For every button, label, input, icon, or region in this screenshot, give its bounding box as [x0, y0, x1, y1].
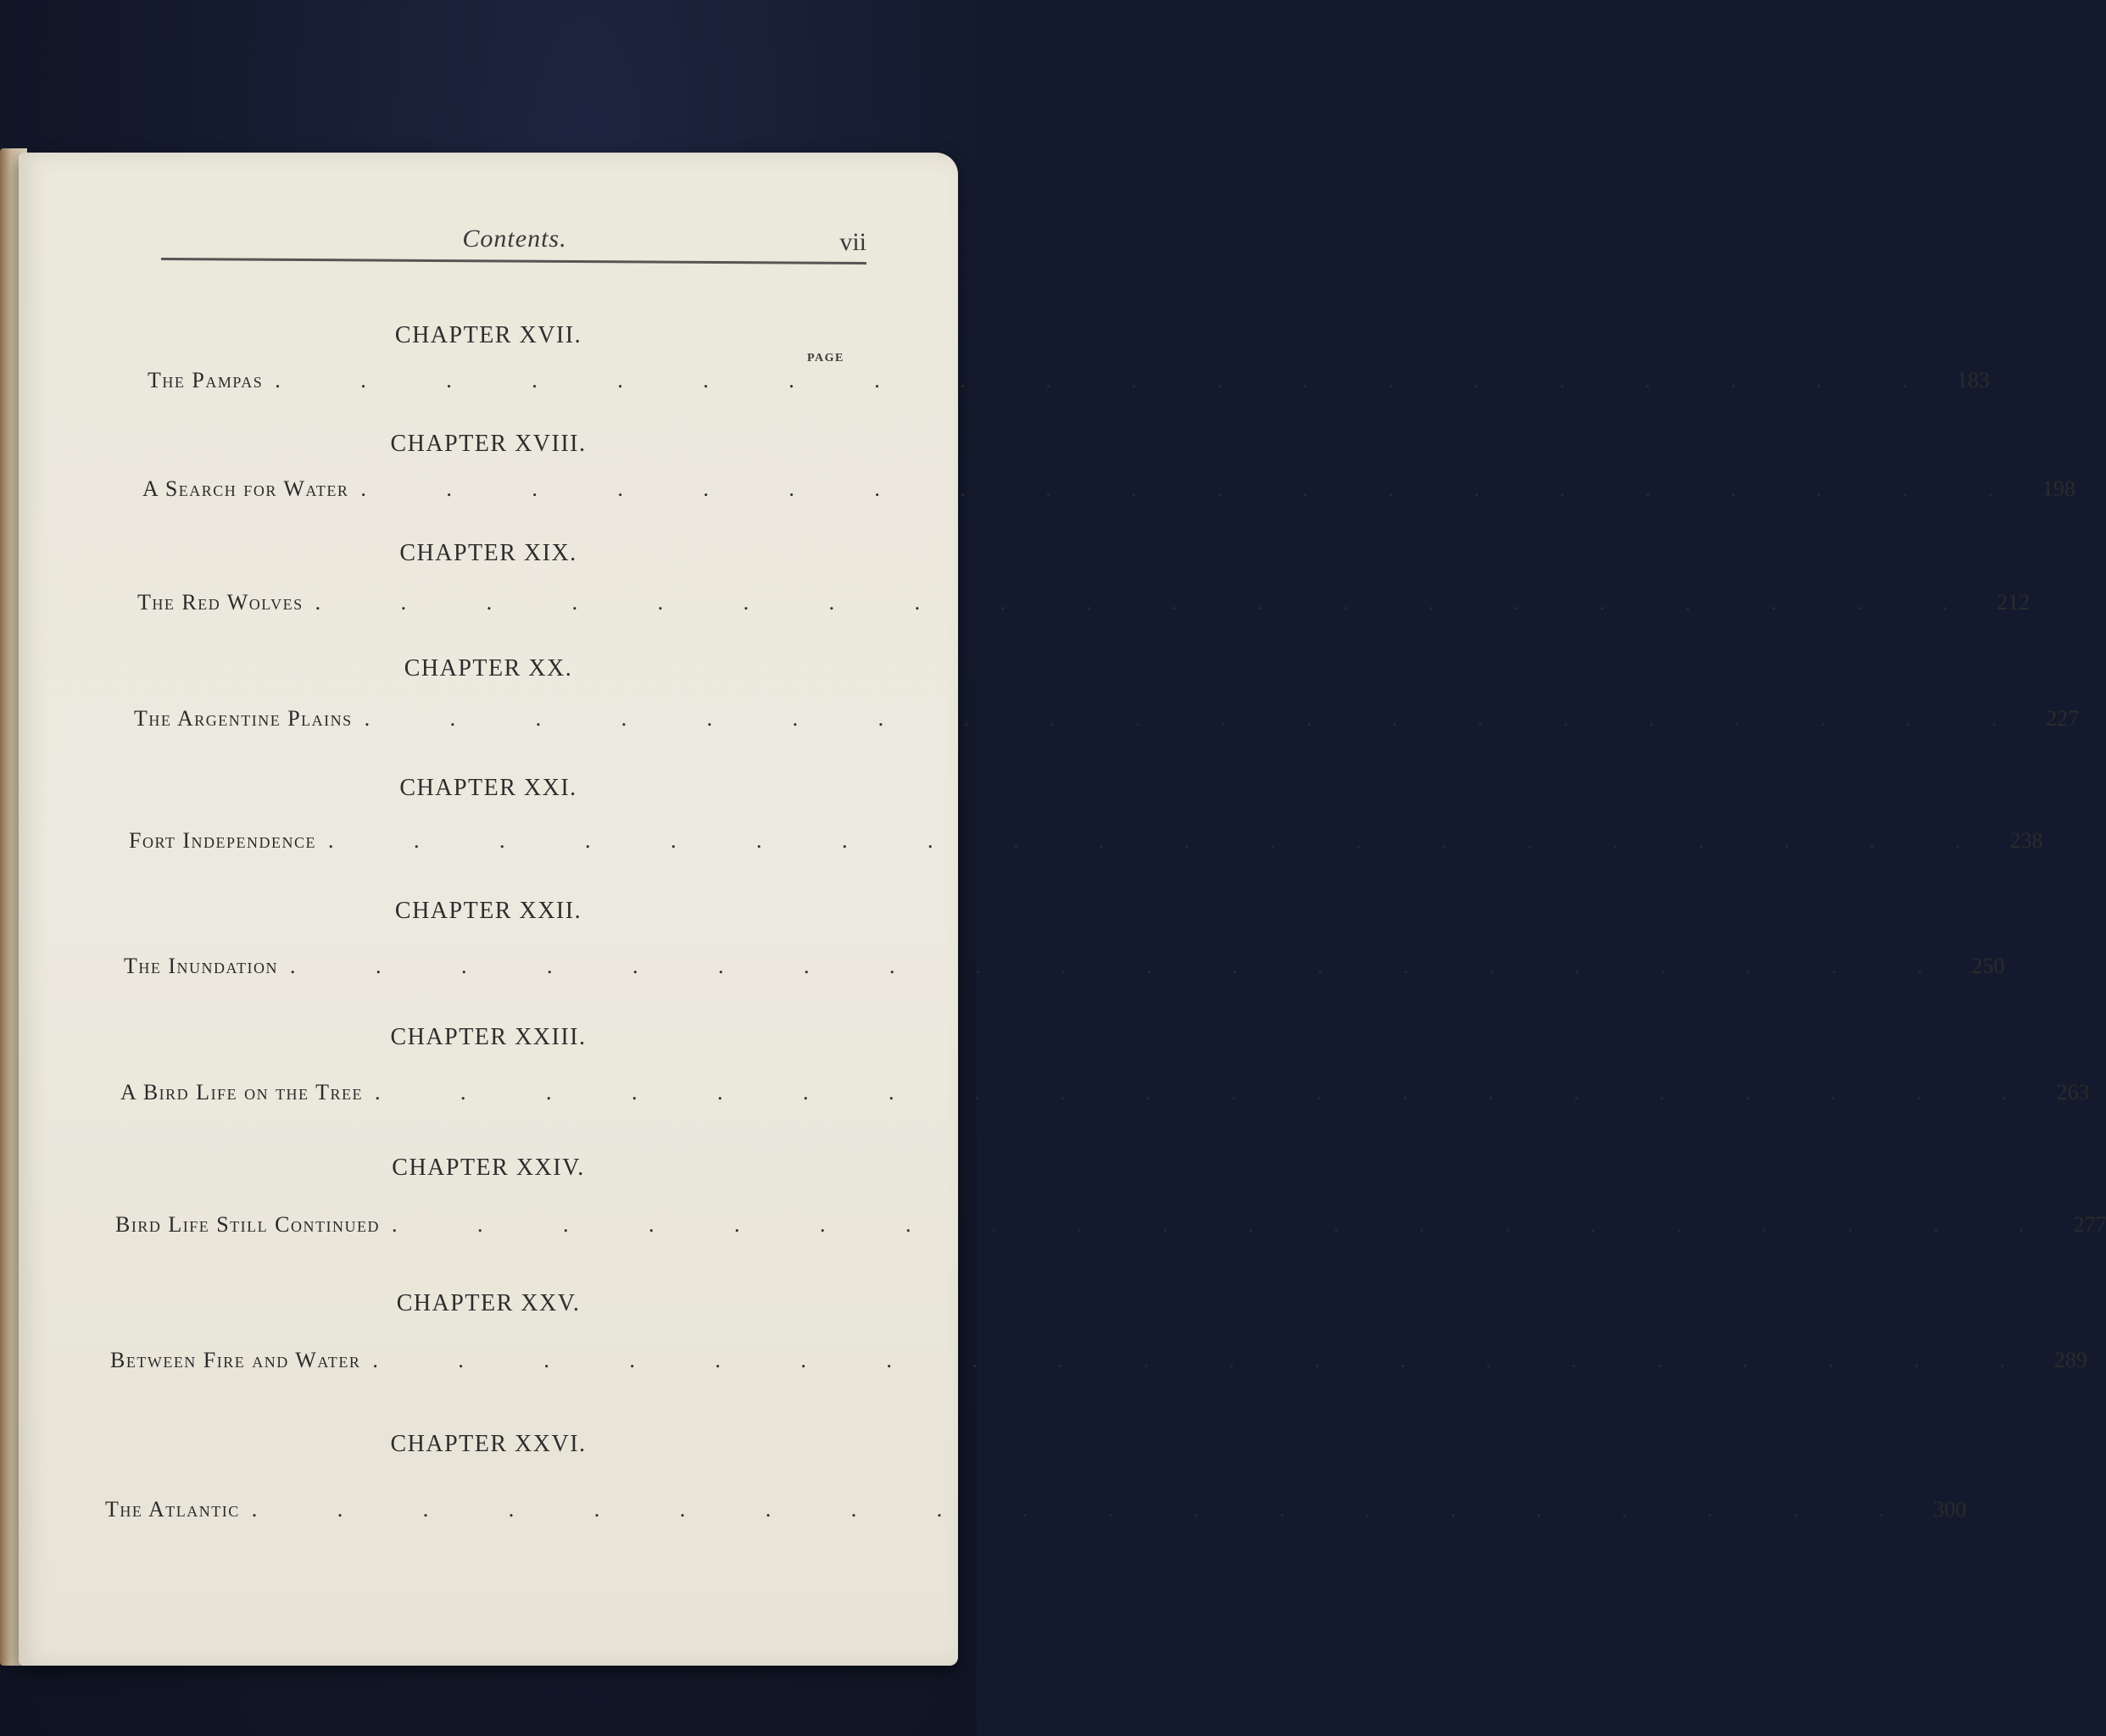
chapter-heading: CHAPTER XVII.: [394, 322, 582, 348]
dot-leader: . . . . . . . . . . . . . . . . . . . .: [290, 954, 1960, 978]
entry-title: Fort Independence: [129, 828, 317, 853]
dot-leader: . . . . . . . . . . . . . . . . . . . .: [275, 368, 1945, 392]
chapter-heading: CHAPTER XXVI.: [390, 1431, 587, 1457]
toc-entry: [115, 1212, 2106, 1238]
entry-page: 263: [2056, 1080, 2090, 1104]
dot-leader: . . . . . . . . . . . . . . . . . . . .: [360, 476, 2031, 501]
table-of-contents: [19, 153, 2106, 1666]
entry-title: A Bird Life on the Tree: [120, 1080, 363, 1104]
entry-title: The Atlantic: [105, 1497, 240, 1522]
chapter-heading: CHAPTER XXV.: [396, 1290, 581, 1316]
entry-page: 300: [1933, 1497, 1967, 1522]
chapter-heading: CHAPTER XXI.: [399, 775, 577, 801]
entry-title: Between Fire and Water: [110, 1348, 361, 1372]
chapter-heading: CHAPTER XIX.: [399, 540, 577, 566]
entry-page: 212: [1997, 590, 2031, 615]
entry-title: Bird Life Still Continued: [115, 1212, 380, 1237]
chapter-heading: CHAPTER XXIV.: [392, 1155, 585, 1181]
toc-entry: [142, 476, 2075, 502]
toc-entry: [124, 954, 2005, 979]
toc-entry: [110, 1348, 2087, 1373]
chapter-heading: CHAPTER XVIII.: [390, 431, 587, 457]
toc-entry: [120, 1080, 2090, 1105]
chapter-heading: CHAPTER XXIII.: [390, 1024, 587, 1050]
page-title: Contents.: [462, 225, 567, 253]
entry-page: 238: [2009, 828, 2043, 853]
entry-page: 183: [1956, 368, 1990, 392]
dot-leader: . . . . . . . . . . . . . . . . . . . .: [391, 1212, 2062, 1237]
toc-entry: [105, 1497, 1967, 1522]
toc-entry: [129, 828, 2043, 854]
chapter-heading: CHAPTER XXII.: [394, 898, 582, 924]
toc-entry: [148, 368, 1990, 393]
page-column-label: PAGE: [807, 352, 844, 364]
entry-page: 289: [2053, 1348, 2087, 1372]
dot-leader: . . . . . . . . . . . . . . . . . . . .: [328, 828, 1998, 853]
entry-page: 250: [1971, 954, 2005, 978]
entry-title: The Red Wolves: [137, 590, 304, 615]
toc-entry: [137, 590, 2031, 615]
entry-page: 227: [2046, 706, 2080, 731]
entry-page: 277: [2073, 1212, 2106, 1237]
entry-title: A Search for Water: [142, 476, 349, 501]
dot-leader: . . . . . . . . . . . . . . . . . . . .: [315, 590, 1986, 615]
toc-entry: [134, 706, 2080, 732]
book-page: [19, 153, 2106, 1666]
entry-title: The Pampas: [148, 368, 264, 392]
chapter-heading: CHAPTER XX.: [404, 655, 573, 682]
dot-leader: . . . . . . . . . . . . . . . . . . . .: [364, 706, 2035, 731]
entry-page: 198: [2042, 476, 2075, 501]
dot-leader: . . . . . . . . . . . . . . . . . . . .: [372, 1348, 2042, 1372]
dot-leader: . . . . . . . . . . . . . . . . . . . .: [251, 1497, 1922, 1522]
page-number: vii: [839, 228, 866, 256]
entry-title: The Inundation: [124, 954, 279, 978]
entry-title: The Argentine Plains: [134, 706, 353, 731]
dot-leader: . . . . . . . . . . . . . . . . . . . .: [374, 1080, 2045, 1104]
